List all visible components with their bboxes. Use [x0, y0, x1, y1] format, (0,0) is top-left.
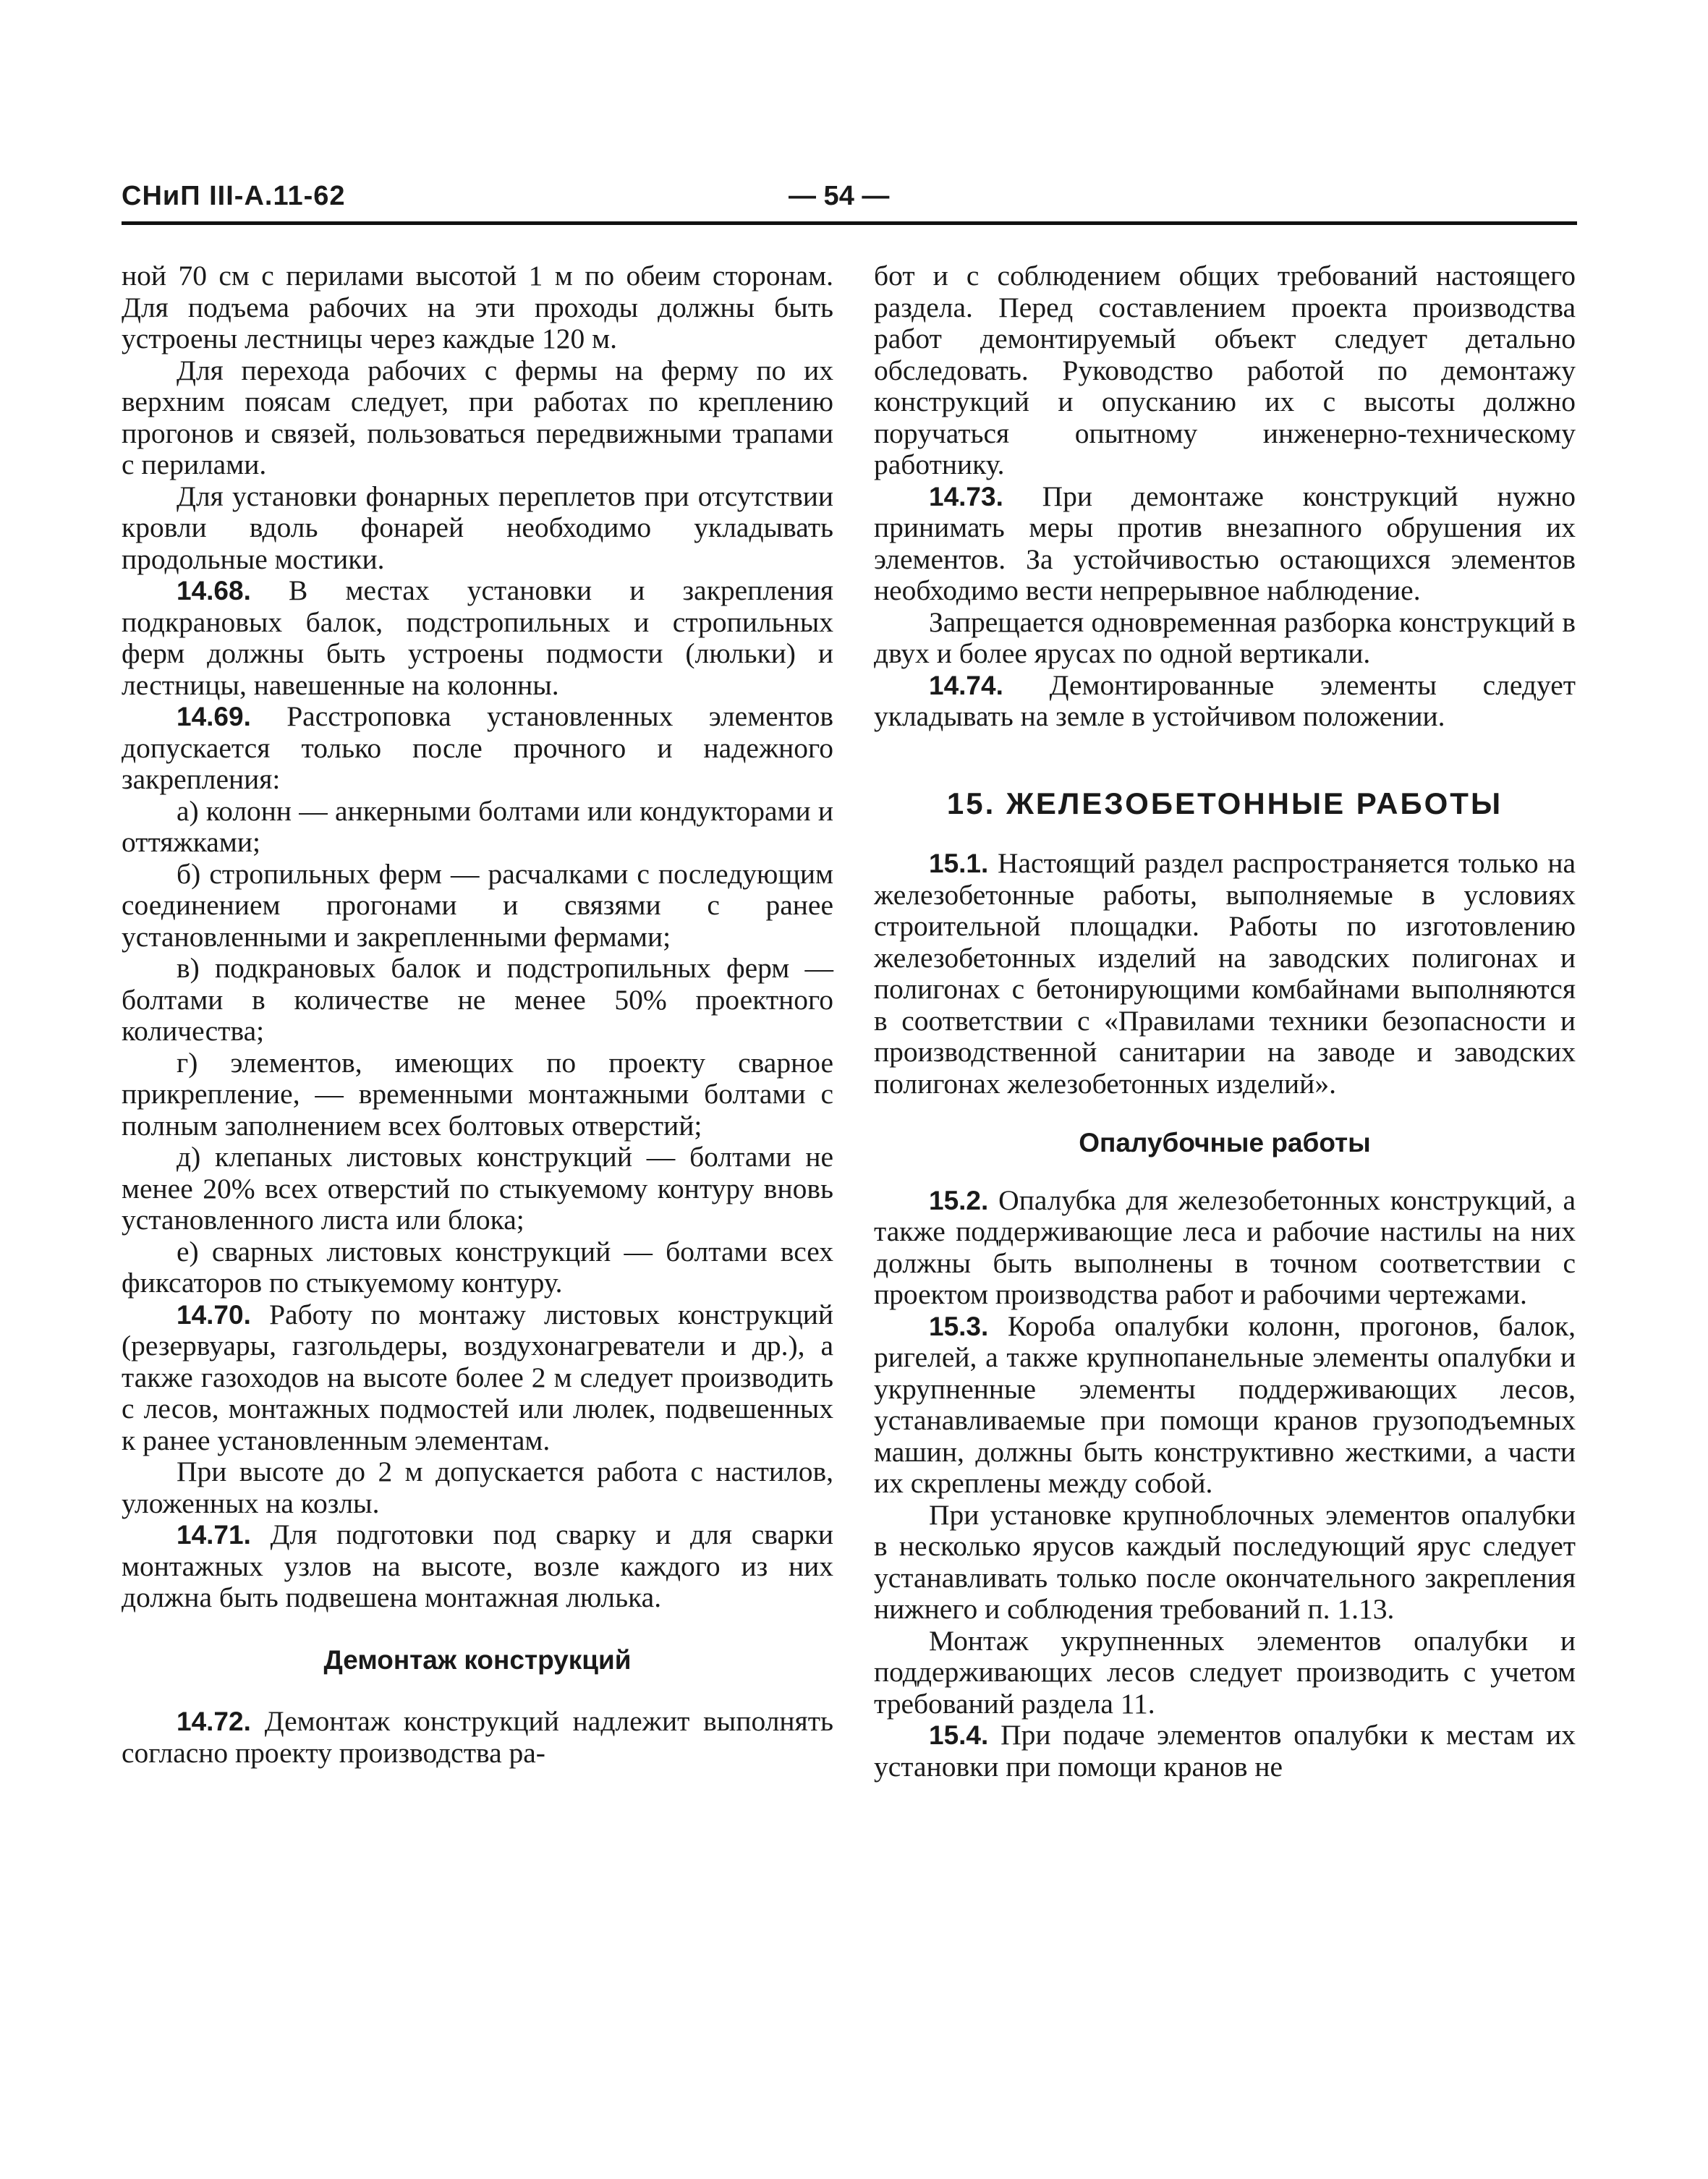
- paragraph: [874, 481, 1576, 607]
- paragraph: Монтаж укрупненных элементов опалубки и поддерживающих лесов следует производить с учетом требований раздела 11.: [874, 1624, 1576, 1720]
- paragraph: [874, 1720, 1576, 1783]
- clause-text: Для подготовки под сварку и для сварки монтажных узлов на высоте, возле каждого из них должна быть подвешена монтажная люлька.: [122, 1518, 834, 1613]
- paragraph: [874, 1311, 1576, 1500]
- paragraph: бот и с соблюдением общих требований настоящего раздела. Перед составлением проекта производства работ демонтируемый объект следует детально обследовать. Руководство работой по демонтажу конструкций и опусканию их с высоты должно поручаться опытному инженерно-техническому работнику.: [874, 260, 1576, 480]
- paragraph: При высоте до 2 м допускается работа с настилов, уложенных на козлы.: [122, 1456, 833, 1519]
- page-number: — 54 —: [789, 181, 890, 211]
- clause-text: Настоящий раздел распространяется только на железобетонные работы, выполняемые в условиях строительной площадки. Работы по изготовлению железобетонных изделий на заводских полигонах и полигонах с бетонирующими комбайнами выполняются в соответствии с «Правилами техники безопасности и производственной санитарии на заводе и заводских полигонах железобетонных изделий».: [874, 847, 1576, 1100]
- list-item: а) колонн — анкерными болтами или кондукторами и оттяжками;: [122, 794, 833, 858]
- clause-text: Короба опалубки колонн, прогонов, балок, ригелей, а также крупнопанельные элементы опалубки и укрупненные элементы поддерживающих лесов, устанавливаемые при помощи кранов грузоподъемных машин, должны быть конструктивно жесткими, а части их скреплены между собой.: [874, 1309, 1576, 1499]
- clause-text: При подаче элементов опалубки к местам их установки при помощи кранов не: [874, 1719, 1576, 1783]
- clause-text: Расстроповка установленных элементов допускается только после прочного и надежного закрепления:: [122, 700, 833, 795]
- clause-text: Опалубка для железобетонных конструкций, а также поддерживающие леса и рабочие настилы на них должны быть выполнены в точном соответствии с проектом производства работ и рабочими чертежами.: [874, 1184, 1576, 1310]
- clause-number: 14.69.: [177, 702, 251, 731]
- list-item: в) подкрановых балок и подстропильных ферм — болтами в количестве не менее 50% проектного количества;: [122, 952, 833, 1047]
- paragraph: [122, 1706, 833, 1769]
- list-item: е) сварных листовых конструкций — болтами всех фиксаторов по стыкуемому контуру.: [122, 1235, 833, 1299]
- subsection-heading: Демонтаж конструкций: [323, 1644, 632, 1675]
- clause-number: 14.68.: [177, 576, 251, 606]
- clause-number: 14.70.: [177, 1299, 251, 1330]
- paragraph: Запрещается одновременная разборка конструкций в двух и более ярусах по одной вертикали.: [874, 606, 1576, 669]
- header-rule: [122, 221, 1577, 225]
- paragraph: ной 70 см с перилами высотой 1 м по обеим сторонам. Для подъема рабочих на эти проходы должны быть устроены лестницы через каждые 120 м.: [122, 260, 833, 354]
- clause-number: 15.3.: [929, 1311, 989, 1341]
- paragraph: [122, 1519, 833, 1614]
- paragraph: [874, 670, 1576, 733]
- paragraph: [122, 1299, 833, 1457]
- clause-text: Демонтированные элементы следует укладывать на земле в устойчивом положении.: [874, 668, 1576, 732]
- section-heading: 15. ЖЕЛЕЗОБЕТОННЫЕ РАБОТЫ: [946, 786, 1503, 820]
- paragraph: Для установки фонарных переплетов при отсутствии кровли вдоль фонарей необходимо укладывать продольные мостики.: [122, 480, 833, 575]
- clause-text: При демонтаже конструкций нужно принимать меры против внезапного обрушения их элементов. За устойчивостью остающихся элементов необходимо вести непрерывное наблюдение.: [874, 480, 1576, 606]
- clause-number: 14.73.: [929, 481, 1003, 511]
- document-code: СНиП III-А.11-62: [122, 181, 346, 211]
- page-header: [122, 181, 1576, 217]
- paragraph: [122, 575, 833, 701]
- left-column: [122, 260, 833, 1769]
- clause-text: В местах установки и закрепления подкрановых балок, подстропильных и стропильных ферм должны быть устроены подмости (люльки) и лестницы, навешенные на колонны.: [122, 574, 833, 701]
- list-item: д) клепаных листовых конструкций — болтами не менее 20% всех отверстий по стыкуемому контуру вновь установленного листа или блока;: [122, 1141, 833, 1236]
- paragraph: При установке крупноблочных элементов опалубки в несколько ярусов каждый последующий ярус следует устанавливать только после окончательного закрепления нижнего и соблюдения требований п. 1.13.: [874, 1498, 1576, 1625]
- clause-text: Работу по монтажу листовых конструкций (резервуары, газгольдеры, воздухонагреватели и др.), а также газоходов на высоте более 2 м следует производить с лесов, монтажных подмостей или люлек, подвешенных к ранее установленным элементам.: [122, 1298, 833, 1456]
- list-item: б) стропильных ферм — расчалками с последующим соединением прогонами и связями с ранее установленными и закрепленными фермами;: [122, 857, 833, 953]
- clause-number: 15.4.: [929, 1720, 989, 1750]
- clause-number: 15.1.: [929, 849, 989, 878]
- clause-number: 14.72.: [177, 1707, 251, 1736]
- clause-number: 15.2.: [929, 1185, 989, 1215]
- right-column: [874, 260, 1576, 1783]
- list-item: г) элементов, имеющих по проекту сварное прикрепление, — временными монтажными болтами с полным заполнением всех болтовых отверстий;: [122, 1046, 833, 1142]
- clause-number: 14.71.: [177, 1520, 251, 1550]
- paragraph: [122, 701, 833, 796]
- clause-number: 14.74.: [929, 670, 1003, 700]
- paragraph: [874, 1185, 1576, 1311]
- paragraph: Для перехода рабочих с фермы на ферму по их верхним поясам следует, при работах по креплению прогонов и связей, пользоваться передвижными трапами с перилами.: [122, 354, 833, 480]
- subsection-heading: Опалубочные работы: [1079, 1128, 1371, 1158]
- clause-text: Демонтаж конструкций надлежит выполнять согласно проекту производства ра-: [122, 1705, 834, 1769]
- paragraph: [874, 848, 1576, 1100]
